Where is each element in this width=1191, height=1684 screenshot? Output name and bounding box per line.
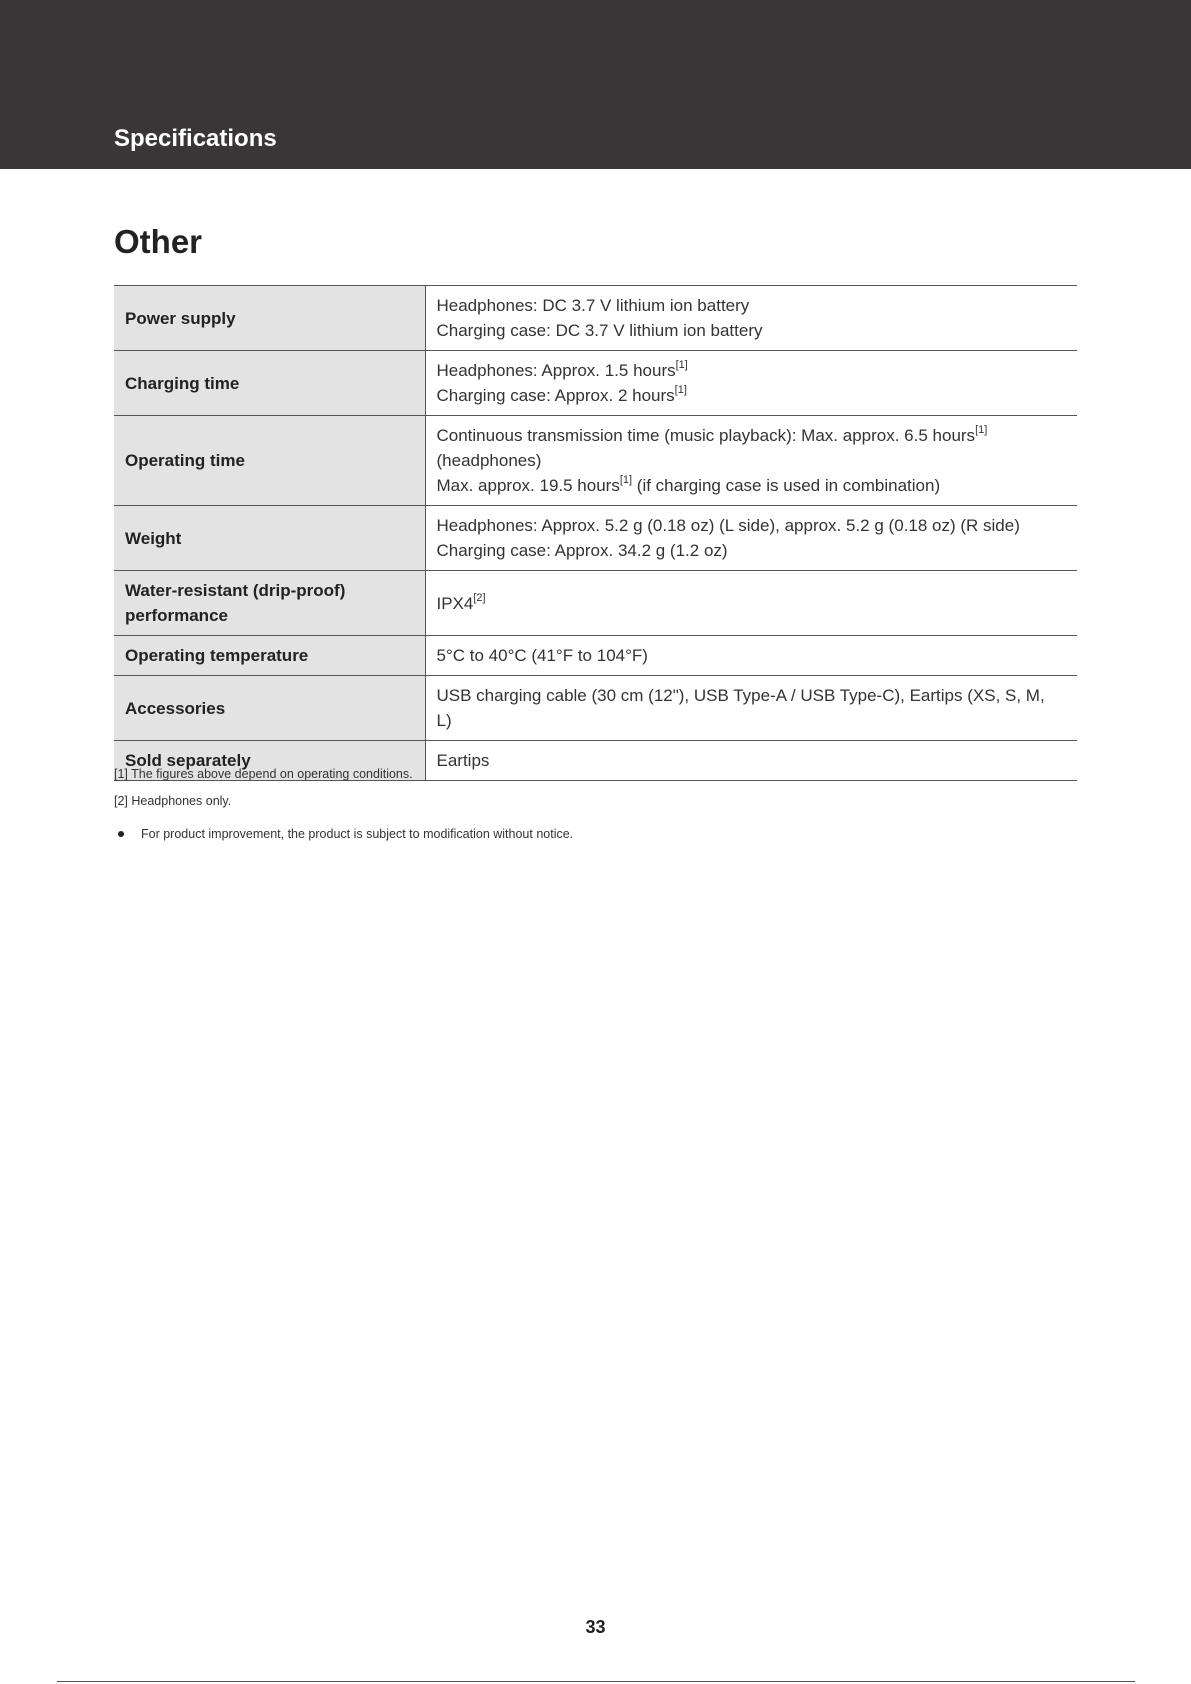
- spec-label: Weight: [114, 506, 425, 571]
- spec-value-line: Charging case: DC 3.7 V lithium ion battery: [436, 321, 763, 340]
- page-number: 33: [585, 1617, 606, 1637]
- footnote-ref: [1]: [619, 474, 633, 486]
- footnote-ref: [2]: [473, 591, 486, 604]
- section-title: Other: [114, 223, 203, 260]
- spec-value-line: Eartips: [436, 751, 490, 770]
- table-row: [114, 506, 1077, 571]
- spec-value-line: USB charging cable (30 cm (12"), USB Type-A / USB Type-C), Eartips (XS, S, M, L): [436, 686, 1045, 730]
- spec-label: Operating time: [114, 416, 425, 506]
- spec-value-line: IPX4[2]: [436, 591, 486, 613]
- spec-value: [425, 571, 1077, 636]
- footnote-ref: [1]: [675, 359, 688, 371]
- header-band: [0, 0, 1191, 169]
- spec-value: [425, 286, 1077, 351]
- bullet-note-text: For product improvement, the product is subject to modification without notice.: [141, 827, 574, 841]
- spec-value: [425, 676, 1077, 741]
- spec-label: Charging time: [114, 351, 425, 416]
- bullet-note: [114, 826, 573, 842]
- specifications-table: [114, 285, 1077, 781]
- spec-label: Water-resistant (drip-proof) performance: [114, 571, 425, 636]
- spec-label: Accessories: [114, 676, 425, 741]
- spec-value-line: Headphones: Approx. 5.2 g (0.18 oz) (L side), approx. 5.2 g (0.18 oz) (R side): [436, 516, 1020, 535]
- spec-value-line: 5°C to 40°C (41°F to 104°F): [436, 646, 648, 665]
- spec-value: [425, 636, 1077, 676]
- header-title: Specifications: [114, 125, 277, 152]
- spec-value-line: Max. approx. 19.5 hours[1] (if charging case is used in combination): [436, 474, 941, 495]
- footnote-ref: [1]: [674, 384, 687, 396]
- spec-label: Operating temperature: [114, 636, 425, 676]
- spec-value: [425, 741, 1077, 781]
- spec-value-line: Charging case: Approx. 34.2 g (1.2 oz): [436, 541, 728, 560]
- spec-value-line: Headphones: DC 3.7 V lithium ion battery: [436, 296, 750, 315]
- footnote: [1] The figures above depend on operating conditions.: [114, 767, 413, 781]
- table-row: [114, 351, 1077, 416]
- spec-value-line: Continuous transmission time (music playback): Max. approx. 6.5 hours[1]: [436, 424, 988, 445]
- table-row: [114, 416, 1077, 506]
- spec-value: [425, 351, 1077, 416]
- spec-value-line: (headphones): [436, 451, 542, 470]
- table-row: [114, 571, 1077, 636]
- bottom-rule: [57, 1681, 1135, 1682]
- bullet-icon: [118, 831, 124, 837]
- footnote-ref: [1]: [975, 424, 988, 436]
- footnote: [2] Headphones only.: [114, 794, 232, 808]
- spec-value-line: Charging case: Approx. 2 hours[1]: [436, 384, 687, 405]
- spec-value-line: Headphones: Approx. 1.5 hours[1]: [436, 359, 688, 380]
- table-row: [114, 636, 1077, 676]
- spec-label: Sold separately: [114, 741, 425, 781]
- spec-value: [425, 416, 1077, 506]
- table-row: [114, 286, 1077, 351]
- table-row: [114, 676, 1077, 741]
- spec-label: Power supply: [114, 286, 425, 351]
- spec-value: [425, 506, 1077, 571]
